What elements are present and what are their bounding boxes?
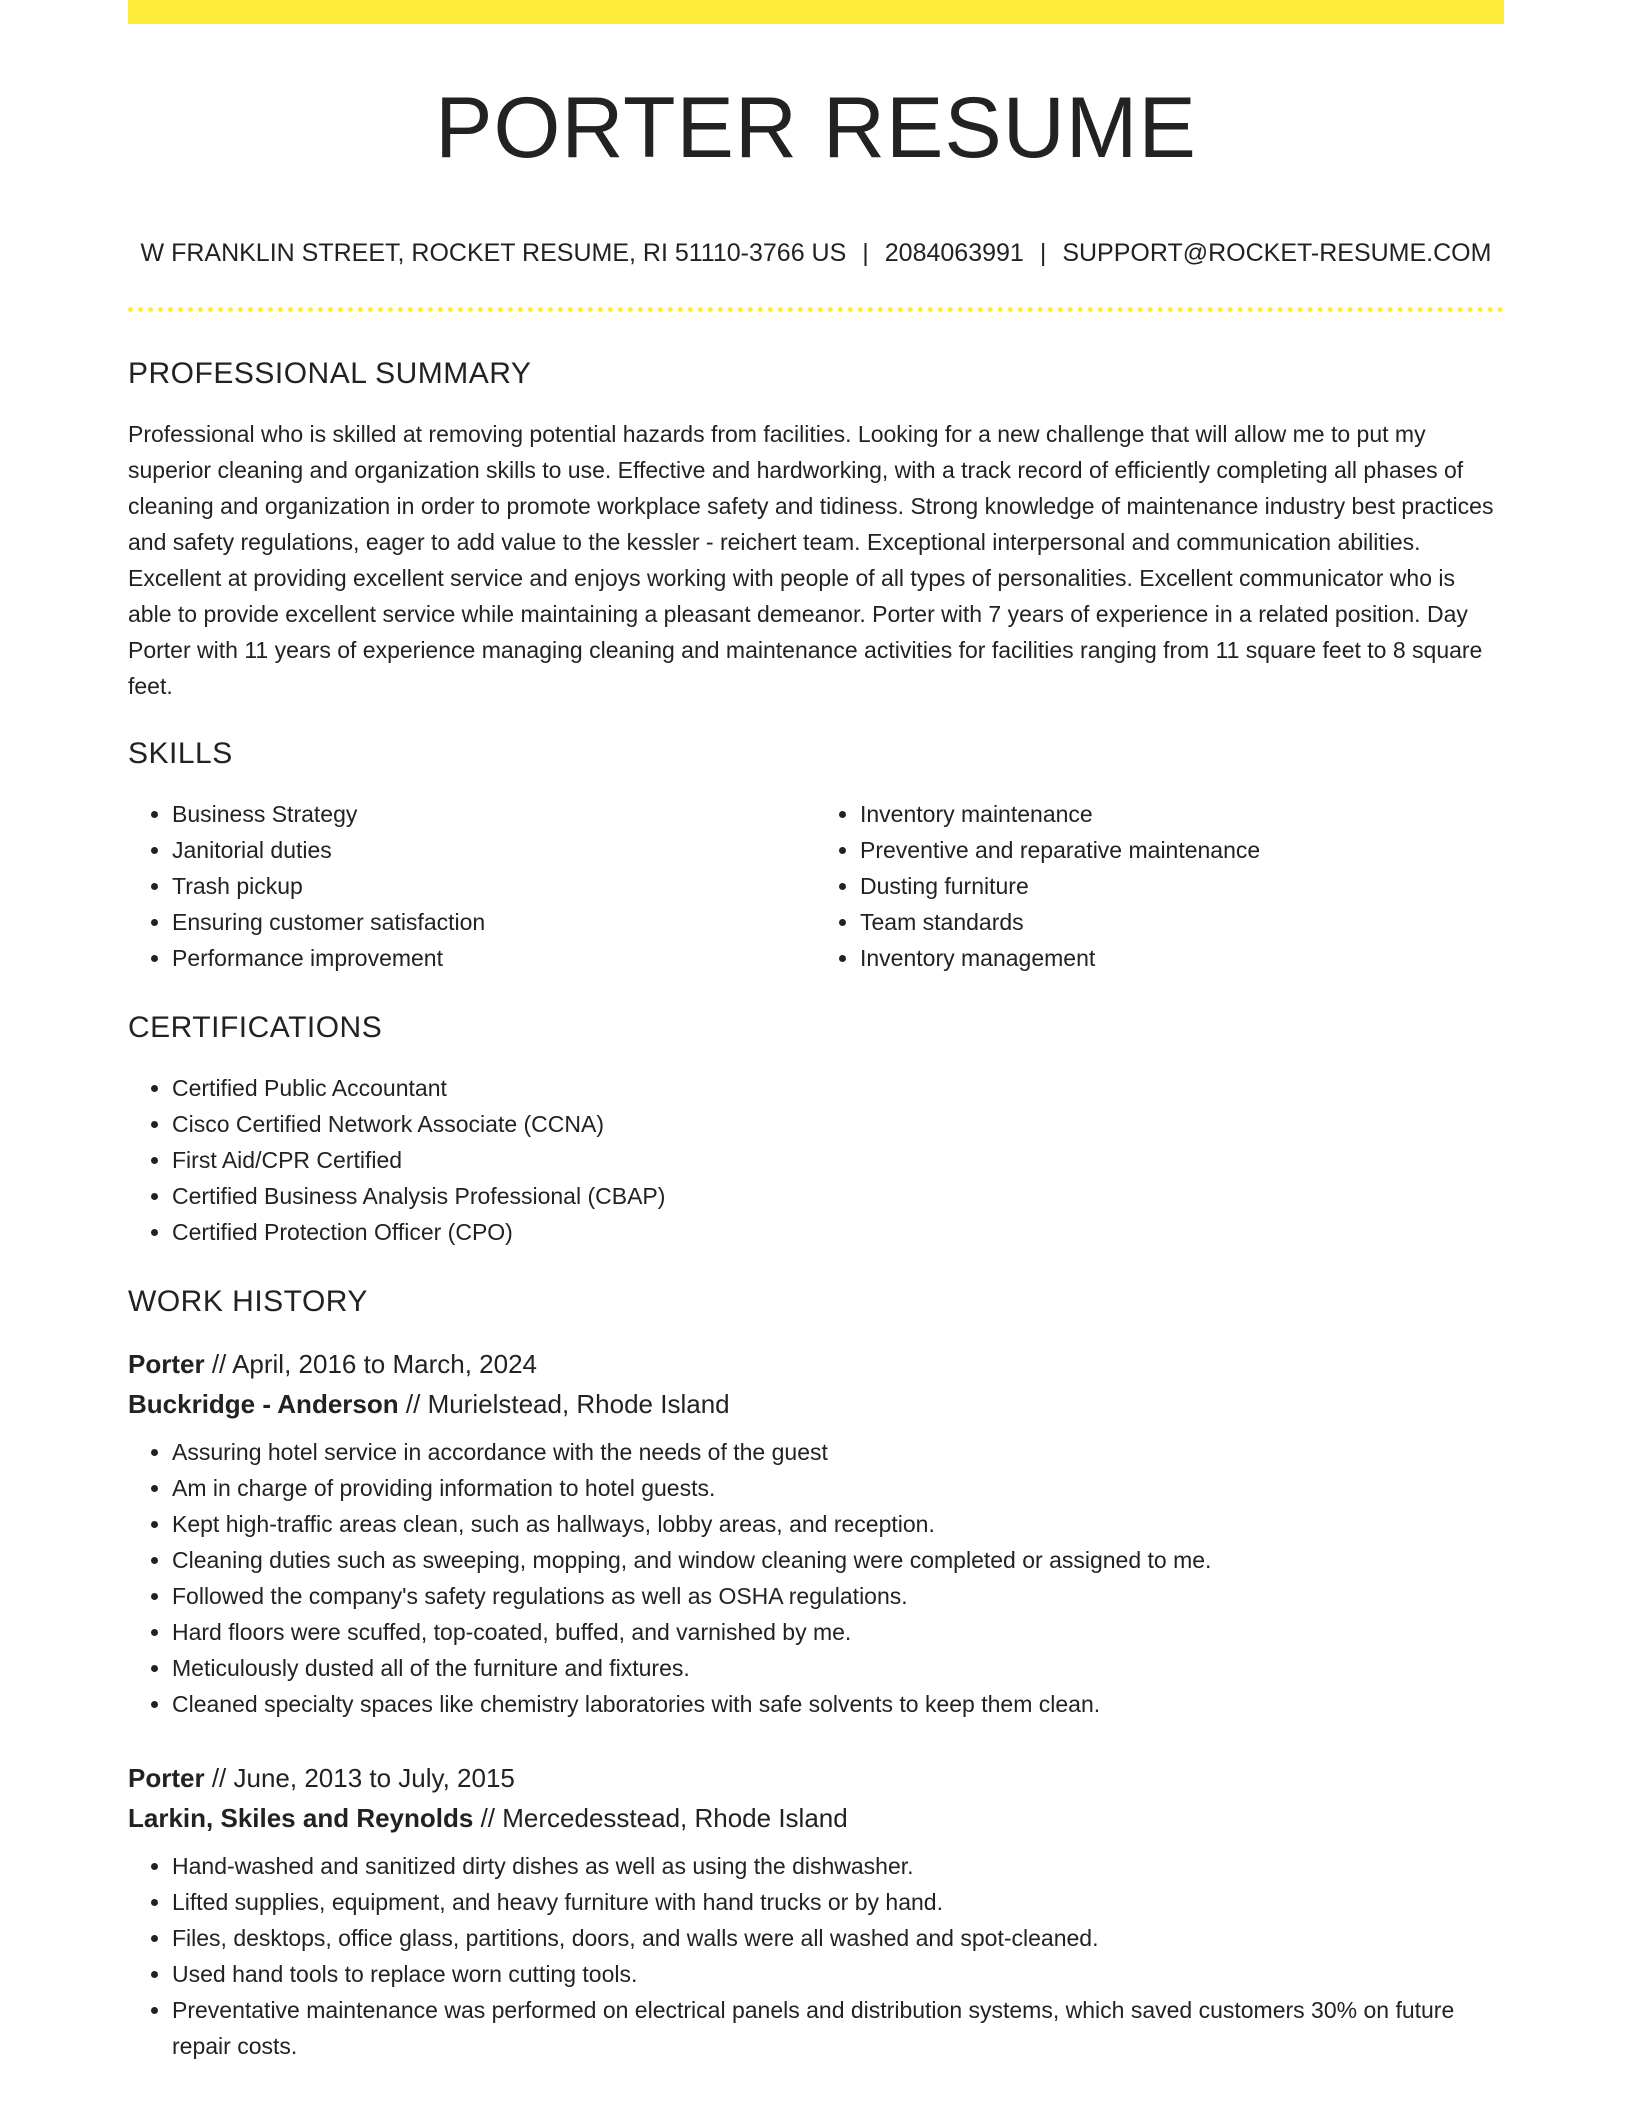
- job-bullet: • Used hand tools to replace worn cutting tools.: [172, 1956, 1504, 1992]
- certifications-section: [128, 1006, 1504, 1250]
- section-heading-work-history: WORK HISTORY: [128, 1285, 368, 1318]
- certification-item: • Certified Protection Officer (CPO): [172, 1214, 1504, 1250]
- job-title: Porter: [128, 1763, 205, 1793]
- contact-phone: 2084063991: [884, 239, 1024, 267]
- section-heading-skills: SKILLS: [128, 737, 233, 770]
- job-bullet: • Lifted supplies, equipment, and heavy furniture with hand trucks or by hand.: [172, 1884, 1504, 1920]
- dotted-divider: [128, 307, 1504, 312]
- skill-item: • Inventory maintenance: [860, 796, 1504, 832]
- job-bullet: • Assuring hotel service in accordance with the needs of the guest: [172, 1434, 1504, 1470]
- job-bullet: • Kept high-traffic areas clean, such as hallways, lobby areas, and reception.: [172, 1506, 1504, 1542]
- skill-item: • Inventory management: [860, 940, 1504, 976]
- job-bullet: • Files, desktops, office glass, partitions, doors, and walls were all washed and spot-cleaned.: [172, 1920, 1504, 1956]
- job-separator: //: [480, 1803, 496, 1833]
- skill-item: • Ensuring customer satisfaction: [172, 904, 816, 940]
- resume-content: [128, 352, 1504, 2100]
- job-bullet: • Followed the company's safety regulations as well as OSHA regulations.: [172, 1578, 1504, 1614]
- job-bullet: • Cleaning duties such as sweeping, mopping, and window cleaning were completed or assigned to me.: [172, 1542, 1504, 1578]
- job-company-line: [128, 1384, 1504, 1424]
- job-bullets: [128, 1848, 1504, 2064]
- job-title: Porter: [128, 1349, 205, 1379]
- job-dates: June, 2013 to July, 2015: [233, 1763, 515, 1793]
- skill-item: • Janitorial duties: [172, 832, 816, 868]
- job-bullet: • Hand-washed and sanitized dirty dishes as well as using the dishwasher.: [172, 1848, 1504, 1884]
- contact-line: [128, 236, 1504, 270]
- job-bullet: • Cleaned specialty spaces like chemistry laboratories with safe solvents to keep them clean.: [172, 1686, 1504, 1722]
- work-history-section: [128, 1280, 1504, 2064]
- job-company-line: [128, 1798, 1504, 1838]
- contact-email: SUPPORT@ROCKET-RESUME.COM: [1062, 239, 1492, 267]
- certification-item: • Certified Business Analysis Professional (CBAP): [172, 1178, 1504, 1214]
- job-bullet: • Hard floors were scuffed, top-coated, buffed, and varnished by me.: [172, 1614, 1504, 1650]
- skills-list-left: [128, 796, 816, 976]
- contact-address: W FRANKLIN STREET, ROCKET RESUME, RI 51110-3766 US: [140, 239, 847, 267]
- summary-section: [128, 352, 1504, 704]
- section-heading-summary: PROFESSIONAL SUMMARY: [128, 357, 532, 390]
- section-heading-certifications: CERTIFICATIONS: [128, 1011, 383, 1044]
- certification-item: • First Aid/CPR Certified: [172, 1142, 1504, 1178]
- accent-bar: [128, 0, 1504, 24]
- job-dates: April, 2016 to March, 2024: [232, 1349, 538, 1379]
- job-bullet: • Preventative maintenance was performed on electrical panels and distribution systems, which saved customers 30% on future repair costs.: [172, 1992, 1504, 2064]
- summary-text: Professional who is skilled at removing potential hazards from facilities. Looking for a new challenge that will allow me to put my superior cleaning and organization skills to use. Effective and hardworking, with a track record of efficiently completing all phases of cleaning and organization in order to promote workplace safety and tidiness. Strong knowledge of maintenance industry best practices and safety regulations, eager to add value to the kessler - reichert team. Exceptional interpersonal and communication abilities. Excellent at providing excellent service and enjoys working with people of all types of personalities. Excellent communicator who is able to provide excellent service while maintaining a pleasant demeanor. Porter with 7 years of experience in a related position. Day Porter with 11 years of experience managing cleaning and maintenance activities for facilities ranging from 11 square feet to 8 square feet.: [128, 421, 1494, 699]
- job-separator: //: [211, 1763, 227, 1793]
- job-company: Larkin, Skiles and Reynolds: [128, 1803, 474, 1833]
- job-location: Mercedesstead, Rhode Island: [502, 1803, 848, 1833]
- skill-item: • Trash pickup: [172, 868, 816, 904]
- job-bullet: • Meticulously dusted all of the furniture and fixtures.: [172, 1650, 1504, 1686]
- job-bullets: [128, 1434, 1504, 1722]
- skill-item: • Dusting furniture: [860, 868, 1504, 904]
- skills-columns: [128, 796, 1504, 976]
- certification-item: • Cisco Certified Network Associate (CCNA): [172, 1106, 1504, 1142]
- skills-list-right: [816, 796, 1504, 976]
- contact-separator: |: [862, 239, 869, 267]
- contact-separator: |: [1039, 239, 1047, 267]
- job-location: Murielstead, Rhode Island: [427, 1389, 730, 1419]
- skill-item: • Preventive and reparative maintenance: [860, 832, 1504, 868]
- skill-item: • Performance improvement: [172, 940, 816, 976]
- job-separator: //: [405, 1389, 421, 1419]
- job-separator: //: [211, 1349, 227, 1379]
- job-entry: [128, 1344, 1504, 1722]
- certifications-list: [128, 1070, 1504, 1250]
- job-bullet: • Am in charge of providing information to hotel guests.: [172, 1470, 1504, 1506]
- skill-item: • Business Strategy: [172, 796, 816, 832]
- job-title-line: [128, 1344, 1504, 1384]
- job-company: Buckridge - Anderson: [128, 1389, 399, 1419]
- certification-item: • Certified Public Accountant: [172, 1070, 1504, 1106]
- job-title-line: [128, 1758, 1504, 1798]
- skills-section: [128, 732, 1504, 976]
- job-entry: [128, 1758, 1504, 2064]
- resume-title: PORTER RESUME: [435, 80, 1197, 176]
- skill-item: • Team standards: [860, 904, 1504, 940]
